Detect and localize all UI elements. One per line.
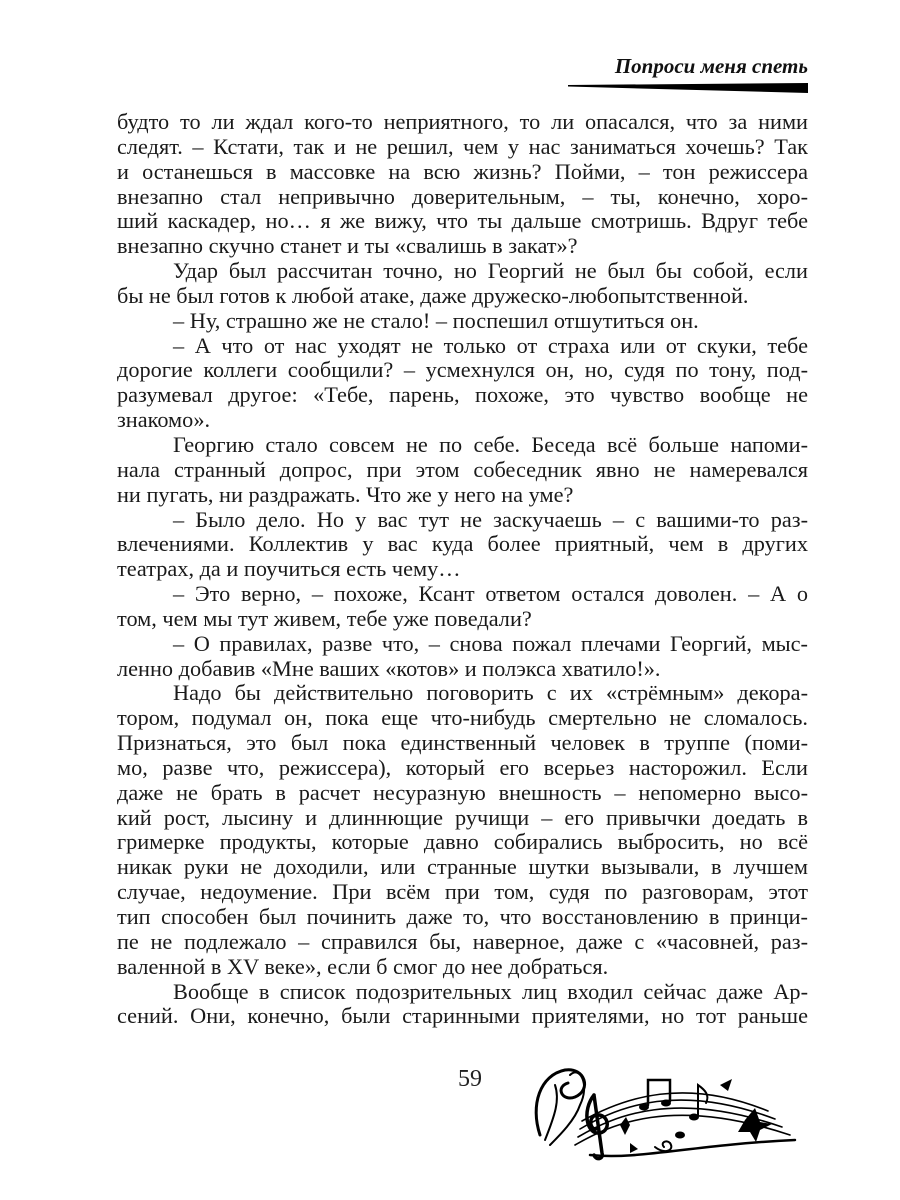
text-line: внезапно стал непривычно доверительным, – ты, конечно, хоро- (117, 184, 808, 209)
text-line: гримерке продукты, которые давно собирались выбросить, но всё (117, 830, 808, 855)
text-line: том, чем мы тут живем, тебе уже поведали? (117, 605, 532, 631)
text-line: даже не брать в расчет несуразную внешность – непомерно высо- (117, 780, 808, 805)
music-notes-ornament-icon (520, 1055, 800, 1165)
text-line: случае, недоумение. При всём при том, судя по разговорам, этот (117, 880, 808, 905)
text-line: Надо бы действительно поговорить с их «стрёмным» декора- (173, 681, 808, 706)
text-line: разумевал другое: «Тебе, парень, похоже, это чувство вообще не (117, 383, 808, 408)
text-line: сений. Они, конечно, были старинными приятелями, но тот раньше (117, 1004, 808, 1029)
text-line: следят. – Кстати, так и не решил, чем у нас заниматься хочешь? Так (117, 134, 808, 159)
header-rule (568, 82, 808, 94)
text-line: мо, разве что, режиссера), который его всерьез насторожил. Если (117, 755, 808, 780)
text-line: – Ну, страшно же не стало! – поспешил отшутиться он. (173, 307, 699, 333)
text-line: валенной в XV веке», если б смог до нее добраться. (117, 953, 609, 979)
text-line: Признаться, это был пока единственный человек в труппе (поми- (117, 731, 808, 756)
running-head: Попроси меня спеть (614, 54, 808, 78)
body-text (117, 110, 808, 1029)
text-line: внезапно скучно станет и ты «свалишь в закат»? (117, 233, 578, 259)
text-line: – Это верно, – похоже, Ксант ответом остался доволен. – А о (173, 582, 808, 607)
text-line: кий рост, лысину и длиннющие ручищи – его привычки доедать в (117, 805, 808, 830)
text-line: тором, подумал он, пока еще что-нибудь смертельно не сломалось. (117, 706, 808, 731)
text-line: ший каскадер, но… я же вижу, что ты дальше смотришь. Вдруг тебе (117, 209, 808, 234)
text-line: знакомо». (117, 407, 211, 433)
text-line: никак руки не доходили, или странные шутки вызывали, в лучшем (117, 855, 808, 880)
text-line: – А что от нас уходят не только от страха или от скуки, тебе (173, 333, 808, 358)
text-line: дорогие коллеги сообщили? – усмехнулся он, но, судя по тону, под- (117, 358, 808, 383)
text-line: пе не подлежало – справился бы, наверное, даже с «часовней, раз- (117, 929, 808, 954)
text-line: Георгию стало совсем не по себе. Беседа всё больше напоми- (173, 432, 808, 457)
text-line: тип способен был починить даже то, что восстановлению в принци- (117, 905, 808, 929)
text-line: и останешься в массовке на всю жизнь? Пойми, – тон режиссера (117, 159, 808, 184)
text-line: будто то ли ждал кого-то неприятного, то ли опасался, что за ними (117, 110, 808, 134)
text-line: ни пугать, ни раздражать. Что же у него на уме? (117, 481, 574, 507)
text-line: Удар был рассчитан точно, но Георгий не был бы собой, если (173, 259, 808, 284)
text-line: нала странный допрос, при этом собеседник явно не намеревался (117, 457, 808, 482)
text-line: театрах, да и поучиться есть чему… (117, 556, 461, 582)
text-line: – Было дело. Но у вас тут не заскучаешь – с вашими-то раз- (173, 507, 808, 532)
page-number: 59 (458, 1066, 482, 1092)
text-line: ленно добавив «Мне ваших «котов» и полэкса хватило!». (117, 655, 661, 681)
text-line: влечениями. Коллектив у вас куда более приятный, чем в других (117, 532, 808, 557)
text-line: бы не был готов к любой атаке, даже дружеско-любопытственной. (117, 282, 749, 308)
text-line: Вообще в список подозрительных лиц входил сейчас даже Ар- (173, 979, 808, 1004)
text-line: – О правилах, разве что, – снова пожал плечами Георгий, мыс- (173, 631, 808, 656)
